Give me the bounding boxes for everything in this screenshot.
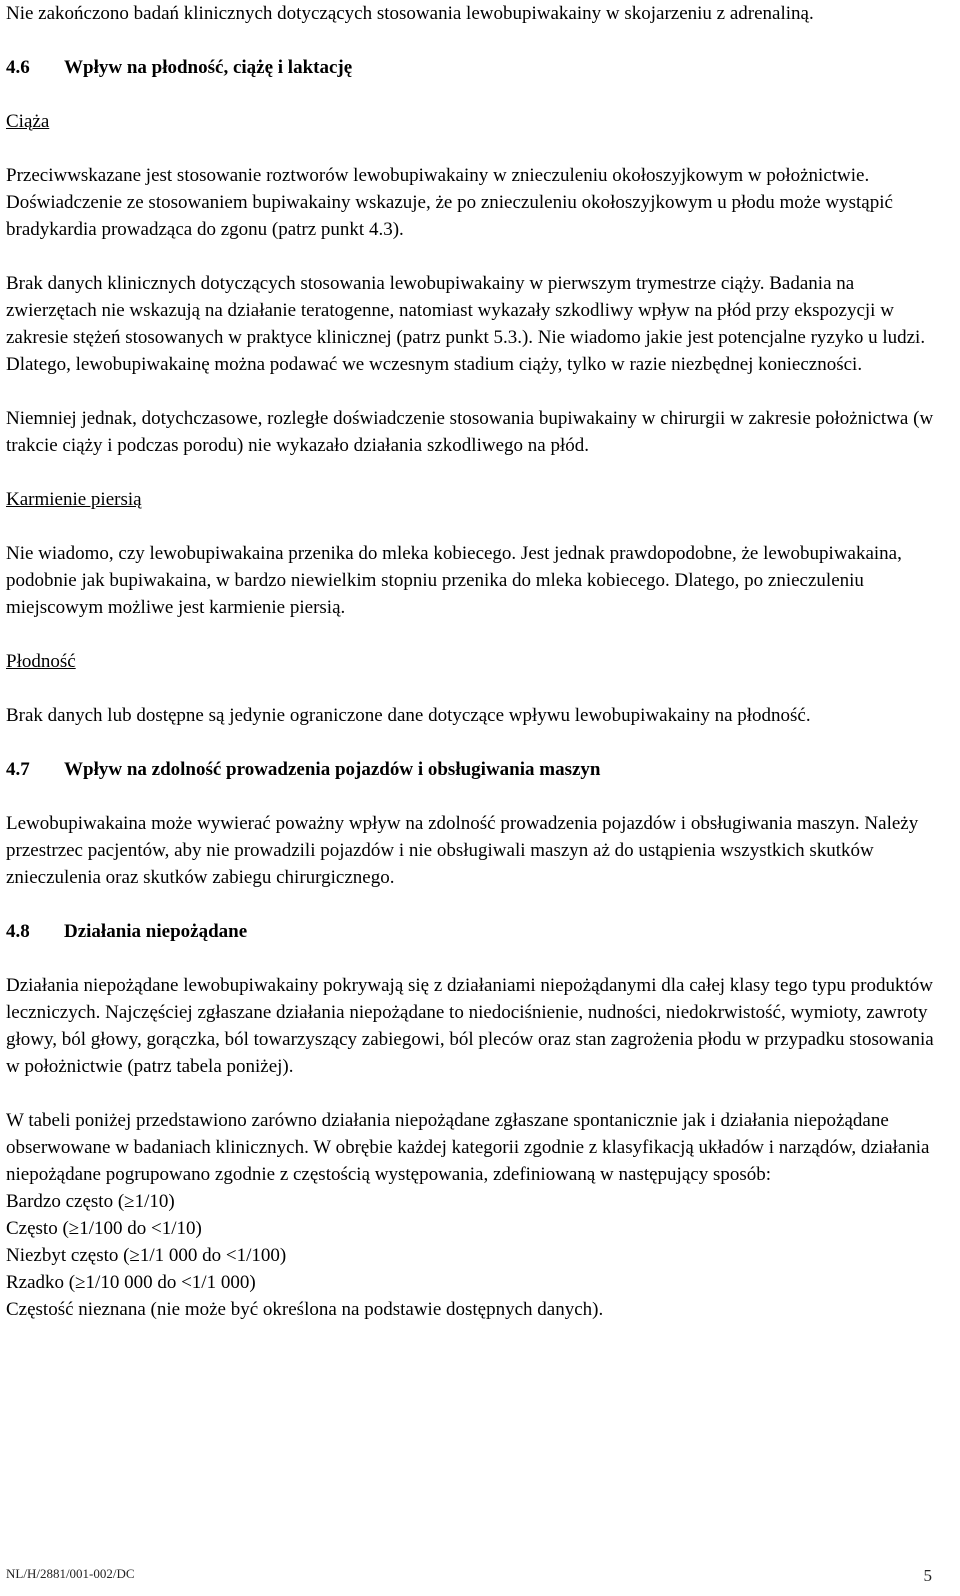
section-number: 4.6 <box>6 57 30 78</box>
section-4-6-heading <box>6 54 936 81</box>
pregnancy-paragraph-1: Przeciwwskazane jest stosowanie roztworów lewobupiwakainy w znieczuleniu okołoszyjkowym w położnictwie. Doświadczenie ze stosowaniem bupiwakainy wskazuje, że po znieczuleniu okołoszyjkowym u płodu może wystąpić bradykardia prowadząca do zgonu (patrz punkt 4.3). <box>6 165 893 240</box>
section-title: Wpływ na zdolność prowadzenia pojazdów i obsługiwania maszyn <box>64 759 601 780</box>
section-number: 4.8 <box>6 921 30 942</box>
subheading-pregnancy: Ciąża <box>6 111 50 132</box>
pregnancy-paragraph-2: Brak danych klinicznych dotyczących stosowania lewobupiwakainy w pierwszym trymestrze ciąży. Badania na zwierzętach nie wskazują na działanie teratogenne, natomiast wykazały szkodliwy wpływ na płód przy ekspozycji w zakresie stężeń stosowanych w praktyce klinicznej (patrz punkt 5.3.). Nie wiadomo jakie jest potencjalne ryzyko u ludzi. Dlatego, lewobupiwakainę można podawać we wczesnym stadium ciąży, tylko w razie niezbędnej konieczności. <box>6 273 926 375</box>
frequency-item: Częstość nieznana (nie może być określona na podstawie dostępnych danych). <box>6 1299 604 1320</box>
page-footer <box>6 1566 936 1586</box>
pregnancy-paragraph-3: Niemniej jednak, dotychczasowe, rozległe doświadczenie stosowania bupiwakainy w chirurgii w zakresie położnictwa (w trakcie ciąży i podczas porodu) nie wykazało działania szkodliwego na płód. <box>6 408 934 456</box>
section-title: Wpływ na płodność, ciążę i laktację <box>64 57 353 78</box>
adverse-effects-paragraph-2: W tabeli poniżej przedstawiono zarówno działania niepożądane zgłaszane spontanicznie jak i działania niepożądane obserwowane w badaniach klinicznych. W obrębie każdej kategorii zgodnie z klasyfikacją układów i narządów, działania niepożądane pogrupowano zgodnie z częstością występowania, zdefiniowaną w następujący sposób: <box>6 1110 930 1185</box>
driving-paragraph: Lewobupiwakaina może wywierać poważny wpływ na zdolność prowadzenia pojazdów i obsługiwania maszyn. Należy przestrzec pacjentów, aby nie prowadzili pojazdów i nie obsługiwali maszyn aż do ustąpienia wszystkich skutków znieczulenia oraz skutków zabiegu chirurgicznego. <box>6 813 919 888</box>
frequency-item: Niezbyt często (≥1/1 000 do <1/100) <box>6 1245 287 1266</box>
breastfeeding-paragraph: Nie wiadomo, czy lewobupiwakaina przenika do mleka kobiecego. Jest jednak prawdopodobne, że lewobupiwakaina, podobnie jak bupiwakaina, w bardzo niewielkim stopniu przenika do mleka kobiecego. Dlatego, po znieczuleniu miejscowym możliwe jest karmienie piersią. <box>6 543 902 618</box>
section-number: 4.7 <box>6 759 30 780</box>
frequency-item: Bardzo często (≥1/10) <box>6 1191 175 1212</box>
section-4-8-heading <box>6 918 936 945</box>
intro-paragraph: Nie zakończono badań klinicznych dotyczących stosowania lewobupiwakainy w skojarzeniu z adrenaliną. <box>6 3 814 24</box>
document-page <box>6 0 936 1323</box>
section-title: Działania niepożądane <box>64 921 248 942</box>
frequency-item: Rzadko (≥1/10 000 do <1/1 000) <box>6 1272 256 1293</box>
document-code: NL/H/2881/001-002/DC <box>6 1566 135 1581</box>
adverse-effects-paragraph-1: Działania niepożądane lewobupiwakainy pokrywają się z działaniami niepożądanymi dla całej klasy tego typu produktów leczniczych. Najczęściej zgłaszane działania niepożądane to niedociśnienie, nudności, niedokrwistość, wymioty, zawroty głowy, ból głowy, gorączka, ból towarzyszący zabiegowi, ból pleców oraz stan zagrożenia płodu w przypadku stosowania w położnictwie (patrz tabela poniżej). <box>6 975 934 1077</box>
section-4-7-heading <box>6 756 936 783</box>
frequency-item: Często (≥1/100 do <1/10) <box>6 1218 202 1239</box>
subheading-fertility: Płodność <box>6 651 76 672</box>
fertility-paragraph: Brak danych lub dostępne są jedynie ograniczone dane dotyczące wpływu lewobupiwakainy na płodność. <box>6 705 811 726</box>
subheading-breastfeeding: Karmienie piersią <box>6 489 142 510</box>
frequency-list <box>6 1188 936 1323</box>
page-number: 5 <box>923 1566 932 1585</box>
